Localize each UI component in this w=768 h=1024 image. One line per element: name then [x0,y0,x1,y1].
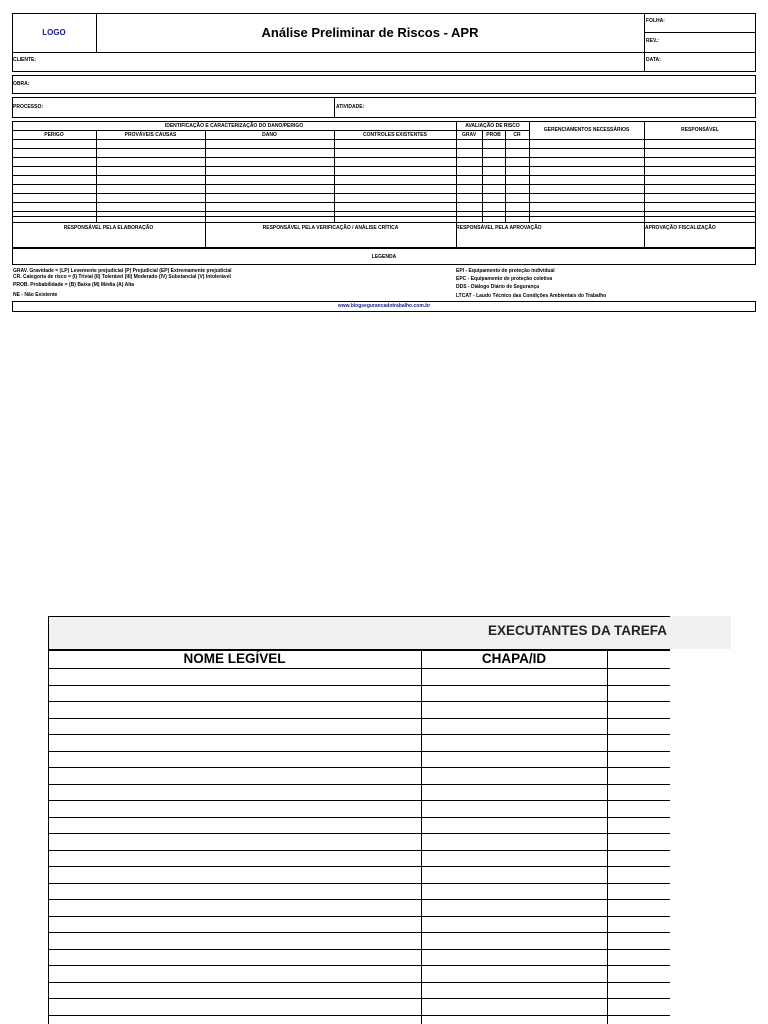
col-perigo: PERIGO [44,132,64,138]
atividade-label: ATIVIDADE: [336,104,365,110]
col-cr: CR [513,132,521,138]
company-logo: LOGO [42,28,66,37]
executantes-title: EXECUTANTES DA TAREFA [488,623,668,638]
processo-label: PROCESSO: [13,104,44,110]
group-identificacao: IDENTIFICAÇÃO E CARACTERIZAÇÃO DO DANO/PERIGO [164,123,304,129]
data-label: DATA: [646,57,661,63]
rev-label: REV.: [646,38,659,44]
processo-atividade-row [12,97,756,118]
legend-left-4: NE - Não Existente [13,292,58,298]
col-controles: CONTROLES EXISTENTES [363,132,427,138]
form-title: Análise Preliminar de Riscos - APR [261,25,479,40]
sig-fiscalizacao: APROVAÇÃO FISCALIZAÇÃO [645,225,716,231]
col-nome-legivel: NOME LEGÍVEL [183,651,286,666]
legend-right-2: EPC - Equipamento de proteção coletiva [456,276,553,282]
legend-left-1: GRAV. Gravidade = (LP) Levemente prejudicial (P) Prejudicial (EP) Extremamente prejudicial [13,268,232,274]
legend-right-4: LTCAT - Laudo Técnico das Condições Ambientais do Trabalho [456,293,607,299]
col-provaveis-causas: PROVÁVEIS CAUSAS [124,132,177,138]
sig-elaboracao: RESPONSÁVEL PELA ELABORAÇÃO [63,225,154,231]
col-prob: PROB [486,132,501,138]
sig-aprovacao: RESPONSÁVEL PELA APROVAÇÃO [456,225,542,231]
legend-left-3: PROB. Probabilidade = (B) Baixa (M) Média (A) Alta [13,282,135,288]
website-link[interactable]: www.blogsegurancadotrabalho.com.br [337,303,431,309]
obra-field[interactable] [12,75,756,94]
legend-right-3: DDS - Diálogo Diário de Segurança [456,284,540,290]
obra-label: OBRA: [13,81,30,87]
col-grav: GRAV [461,132,477,138]
folha-label: FOLHA: [646,18,665,24]
legend-title: LEGENDA [371,254,397,260]
legend-left-2: CR. Categoria de risco = (I) Trivial (II) Tolerável (III) Moderado (IV) Substancial (V) Intolerável [13,274,231,280]
col-dano: DANO [262,132,277,138]
legend-right-1: EPI - Equipamento de proteção individual [456,268,555,274]
responsavel-header: RESPONSÁVEL [681,127,719,133]
cliente-label: CLIENTE: [13,57,37,63]
group-avaliacao: AVALIAÇÃO DE RISCO [465,123,520,129]
sig-verificacao: RESPONSÁVEL PELA VERIFICAÇÃO / ANÁLISE CRÍTICA [262,225,399,231]
gerenciamentos-header: GERENCIAMENTOS NECESSÁRIOS [543,127,630,133]
col-chapa-id: CHAPA/ID [481,651,547,666]
